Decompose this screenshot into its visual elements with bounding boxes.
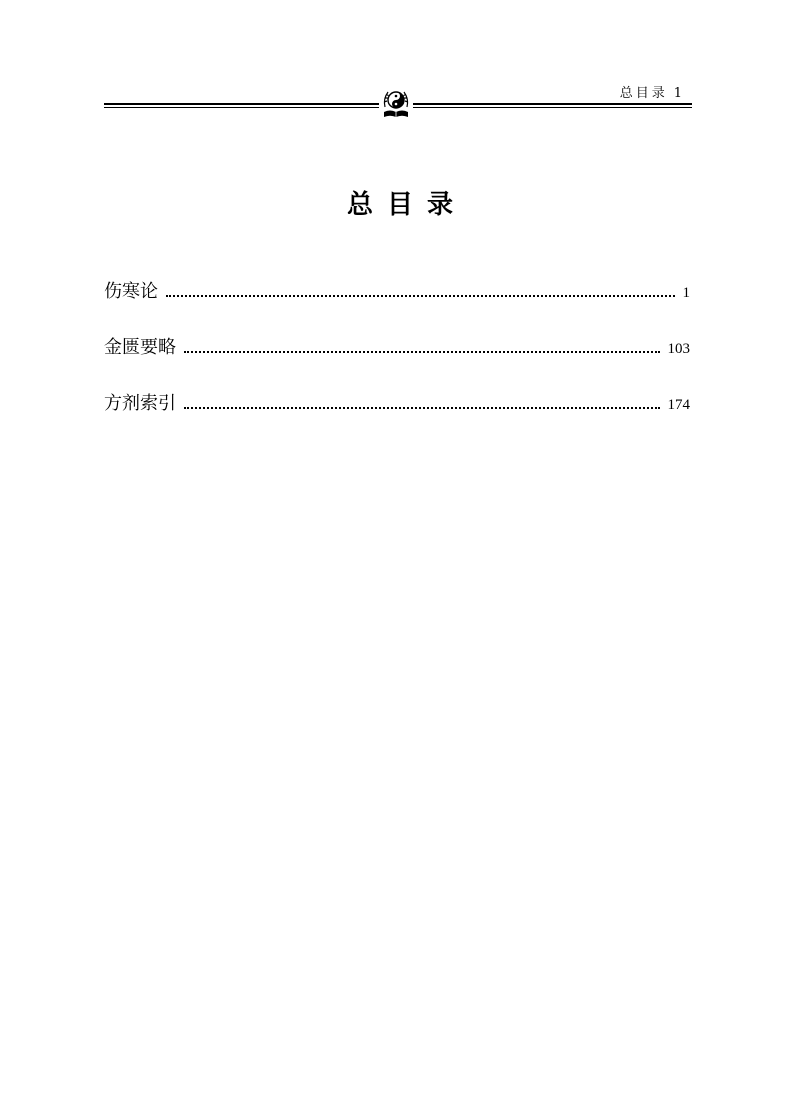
toc-entry-shanghanlun[interactable] <box>104 276 690 304</box>
toc-entry-label: 方剂索引 <box>104 393 176 414</box>
running-head-page-number: 1 <box>673 86 682 101</box>
yin-yang-book-emblem-icon <box>379 85 413 121</box>
toc-entry-fangji-suoyin[interactable] <box>104 388 690 416</box>
toc-entry-jinguiyaolue[interactable] <box>104 332 690 360</box>
toc-entry-label: 伤寒论 <box>104 281 158 302</box>
toc-entry-page: 1 <box>682 285 690 301</box>
toc-entry-label: 金匮要略 <box>104 337 176 358</box>
table-of-contents <box>104 276 690 444</box>
toc-dot-leader <box>184 351 660 353</box>
toc-entry-page: 174 <box>667 397 690 413</box>
toc-dot-leader <box>184 407 660 409</box>
page-title: 总目录 <box>346 190 467 220</box>
running-head-title: 总目录 <box>619 86 668 101</box>
toc-entry-page: 103 <box>667 341 690 357</box>
toc-dot-leader <box>166 295 675 297</box>
running-head <box>620 86 682 102</box>
